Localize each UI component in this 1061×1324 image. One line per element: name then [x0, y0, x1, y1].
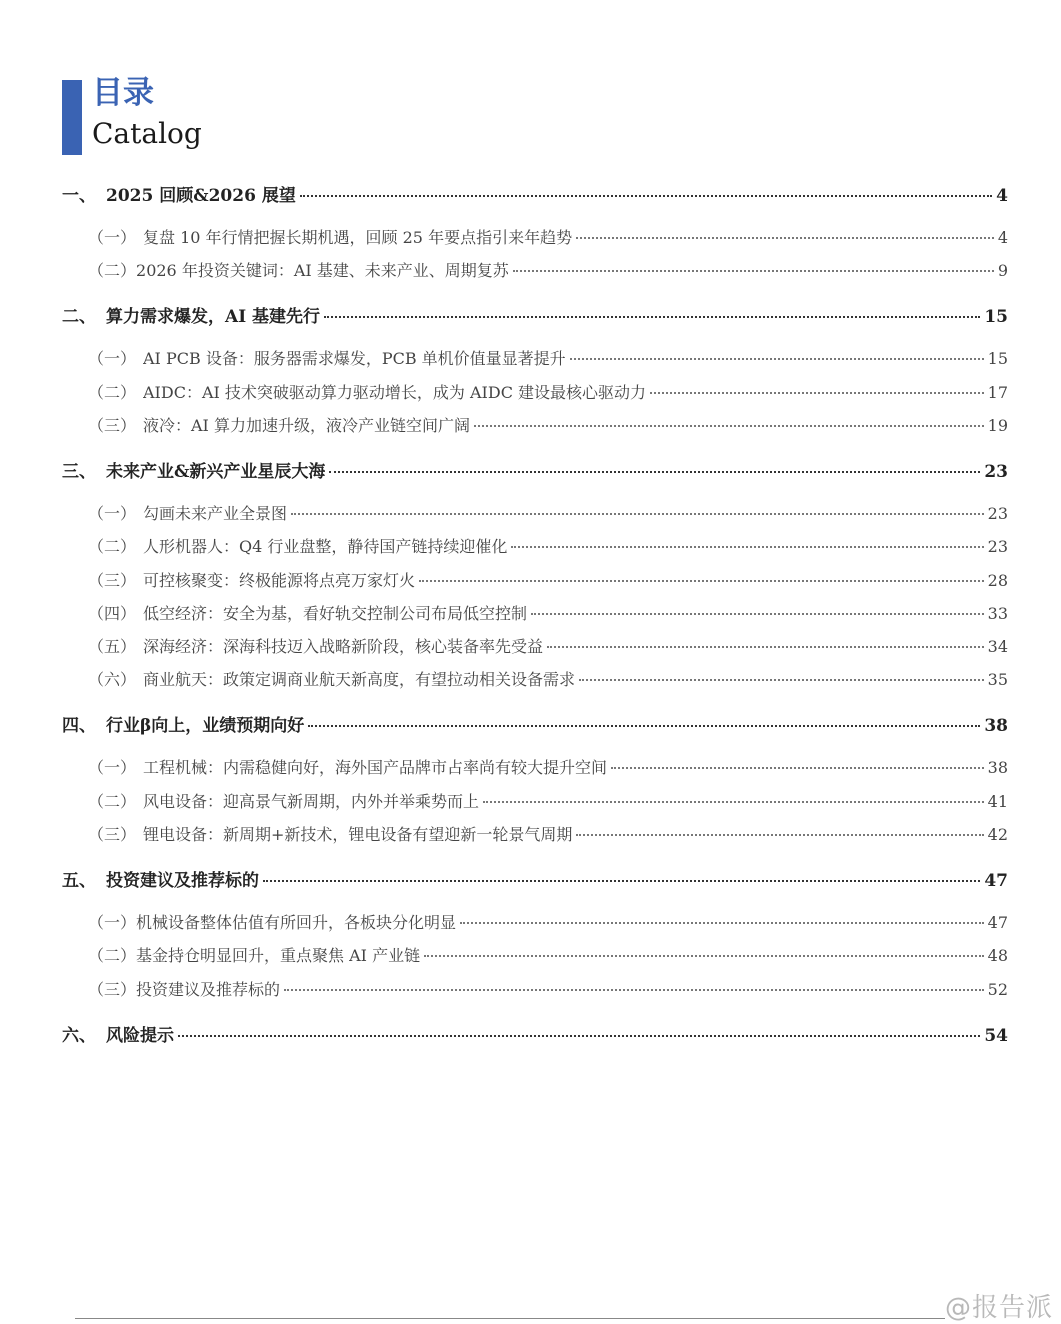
toc-number: （三） [88, 571, 137, 590]
toc-page-number: 23 [987, 537, 1008, 556]
toc-section-row[interactable] [62, 667, 1008, 690]
toc-label: 勾画未来产业全景图 [143, 504, 288, 523]
toc-label: 投资建议及推荐标的 [106, 871, 259, 891]
toc-section-row[interactable] [62, 380, 1008, 403]
toc-dot-leader [547, 646, 984, 648]
toc-section-row[interactable] [62, 822, 1008, 845]
toc-dot-leader [300, 195, 992, 197]
toc-page-number: 42 [987, 825, 1008, 844]
toc-label: 风电设备：迎高景气新周期，内外并举乘势而上 [143, 792, 480, 811]
toc-section-row[interactable] [62, 789, 1008, 812]
toc-section-row[interactable] [62, 943, 1008, 966]
toc-dot-leader [329, 471, 980, 473]
toc-label: 未来产业&新兴产业星辰大海 [106, 462, 326, 482]
toc-label: 行业β向上，业绩预期向好 [106, 716, 305, 736]
toc-number: （二） [88, 537, 137, 556]
toc-page-number: 15 [987, 349, 1008, 368]
toc-label: 风险提示 [106, 1026, 174, 1046]
toc-number: （二） [88, 383, 137, 402]
toc-label: 锂电设备：新周期+新技术，锂电设备有望迎新一轮景气周期 [143, 825, 573, 844]
toc-number: （六） [88, 670, 137, 689]
toc-page-number: 28 [987, 571, 1008, 590]
toc-chapter-row[interactable] [62, 711, 1008, 736]
toc-label: 深海经济：深海科技迈入战略新阶段，核心装备率先受益 [143, 637, 544, 656]
toc-dot-leader [424, 955, 984, 957]
toc-page-number: 34 [987, 637, 1008, 656]
toc-page-number: 17 [987, 383, 1008, 402]
toc-page-number: 15 [984, 307, 1008, 327]
toc-dot-leader [483, 801, 984, 803]
toc-dot-leader [324, 316, 980, 318]
toc-page-number: 54 [984, 1026, 1008, 1046]
toc-dot-leader [650, 392, 984, 394]
toc-number: （五） [88, 637, 137, 656]
toc-page-number: 23 [987, 504, 1008, 523]
toc-number: （三） [88, 416, 137, 435]
toc-label: 投资建议及推荐标的 [136, 980, 281, 999]
watermark: @报告派 [944, 1293, 1053, 1323]
toc-label: 人形机器人：Q4 行业盘整，静待国产链持续迎催化 [143, 537, 508, 556]
toc-page-number: 9 [997, 261, 1008, 280]
toc-page-number: 33 [987, 604, 1008, 623]
footer-divider [75, 1318, 945, 1319]
toc-section-row[interactable] [62, 501, 1008, 524]
toc-number: （三） [88, 980, 137, 999]
toc-chapter-row[interactable] [62, 302, 1008, 327]
toc-page-number: 52 [987, 980, 1008, 999]
toc-page-number: 4 [997, 228, 1008, 247]
toc-label: 机械设备整体估值有所回升，各板块分化明显 [136, 913, 457, 932]
toc-number: 四、 [62, 716, 96, 736]
toc-label: 低空经济：安全为基，看好轨交控制公司布局低空控制 [143, 604, 528, 623]
toc-number: （二） [88, 261, 137, 280]
toc-dot-leader [291, 513, 984, 515]
toc-chapter-row[interactable] [62, 1021, 1008, 1046]
toc-number: 二、 [62, 307, 96, 327]
toc-number: （一） [88, 913, 137, 932]
toc-section-row[interactable] [62, 346, 1008, 369]
title-accent-bar [62, 80, 82, 155]
toc-dot-leader [284, 989, 984, 991]
toc-dot-leader [570, 358, 984, 360]
toc-number: 一、 [62, 186, 96, 206]
toc-dot-leader [579, 679, 984, 681]
toc-dot-leader [308, 725, 980, 727]
toc-label: 工程机械：内需稳健向好，海外国产品牌市占率尚有较大提升空间 [143, 758, 608, 777]
toc-dot-leader [263, 880, 980, 882]
toc-label: 商业航天：政策定调商业航天新高度，有望拉动相关设备需求 [143, 670, 576, 689]
page-subtitle: Catalog [92, 117, 202, 150]
toc-dot-leader [460, 922, 984, 924]
toc-label: 2026 年投资关键词：AI 基建、未来产业、周期复苏 [136, 261, 509, 280]
toc-section-row[interactable] [62, 601, 1008, 624]
toc-section-row[interactable] [62, 568, 1008, 591]
toc-dot-leader [474, 425, 984, 427]
toc-dot-leader [511, 546, 983, 548]
toc-section-row[interactable] [62, 534, 1008, 557]
toc-label: 算力需求爆发，AI 基建先行 [106, 307, 321, 327]
toc-section-row[interactable] [62, 977, 1008, 1000]
toc-chapter-row[interactable] [62, 457, 1008, 482]
toc-number: （二） [88, 946, 137, 965]
toc-label: 复盘 10 年行情把握长期机遇，回顾 25 年要点指引来年趋势 [143, 228, 573, 247]
toc-section-row[interactable] [62, 634, 1008, 657]
toc-dot-leader [576, 237, 994, 239]
toc-label: 基金持仓明显回升，重点聚焦 AI 产业链 [136, 946, 421, 965]
toc-page-number: 23 [984, 462, 1008, 482]
toc-dot-leader [178, 1035, 980, 1037]
toc-number: （一） [88, 504, 137, 523]
toc-dot-leader [419, 580, 984, 582]
toc-number: （一） [88, 758, 137, 777]
toc-page-number: 4 [996, 186, 1008, 206]
toc-label: AI PCB 设备：服务器需求爆发，PCB 单机价值量显著提升 [143, 349, 566, 368]
toc-page-number: 35 [987, 670, 1008, 689]
toc-page-number: 48 [987, 946, 1008, 965]
toc-number: 三、 [62, 462, 96, 482]
toc-number: （一） [88, 228, 137, 247]
toc-page-number: 47 [987, 913, 1008, 932]
toc-page-number: 19 [987, 416, 1008, 435]
toc-label: 可控核聚变：终极能源将点亮万家灯火 [143, 571, 416, 590]
toc-chapter-row[interactable] [62, 181, 1008, 206]
toc-page-number: 41 [987, 792, 1008, 811]
toc-section-row[interactable] [62, 755, 1008, 778]
toc-chapter-row[interactable] [62, 866, 1008, 891]
toc-label: 液冷：AI 算力加速升级，液冷产业链空间广阔 [143, 416, 470, 435]
toc-number: （四） [88, 604, 137, 623]
toc-page-number: 38 [987, 758, 1008, 777]
toc-number: （三） [88, 825, 137, 844]
toc-number: （一） [88, 349, 137, 368]
toc-number: 五、 [62, 871, 96, 891]
page-title: 目录 [92, 75, 154, 111]
toc-section-row[interactable] [62, 413, 1008, 436]
toc-dot-leader [611, 767, 984, 769]
toc-dot-leader [576, 834, 983, 836]
toc-label: 2025 回顾&2026 展望 [106, 186, 296, 206]
toc-section-row[interactable] [62, 225, 1008, 248]
toc-page-number: 38 [984, 716, 1008, 736]
toc-page-number: 47 [984, 871, 1008, 891]
toc-section-row[interactable] [62, 258, 1008, 281]
toc-label: AIDC：AI 技术突破驱动算力驱动增长，成为 AIDC 建设最核心驱动力 [143, 383, 647, 402]
toc-dot-leader [531, 613, 984, 615]
toc-number: 六、 [62, 1026, 96, 1046]
toc-section-row[interactable] [62, 910, 1008, 933]
toc-number: （二） [88, 792, 137, 811]
toc-dot-leader [513, 270, 994, 272]
